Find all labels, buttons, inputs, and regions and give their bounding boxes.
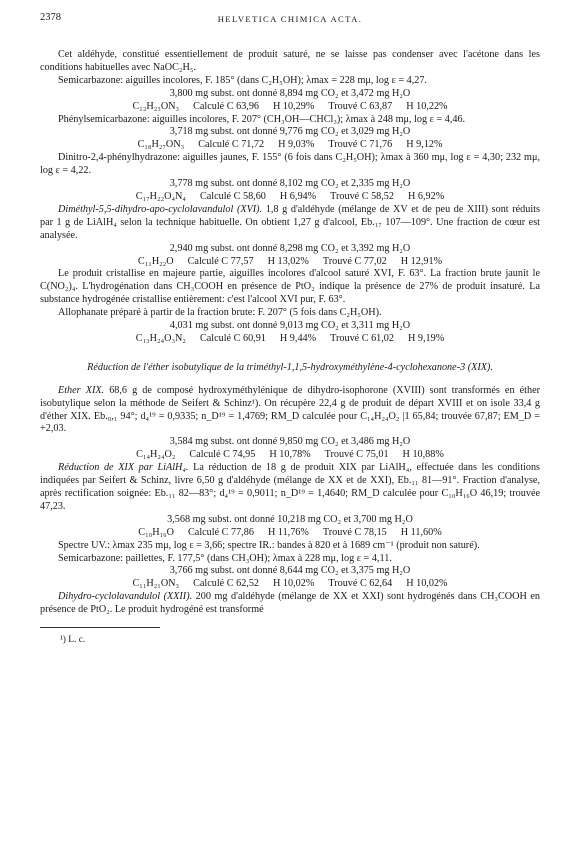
formula-line: C₁₁H₂₁ON₃ Calculé C 62,52 H 10,02% Trouvé C 62,64 H 10,02% [132,578,448,590]
combustion-analysis: 3,800 mg subst. ont donné 8,894 mg CO₂ et 3,472 mg H₂O [169,87,411,99]
paragraph: Ether XIX. 68,6 g de composé hydroxyméthylénique de dihydro-isophorone (XVIII) sont transformés en éther isobutylique selon la méthode de Seifert & Schinz¹). On récupère 22,4 g de produit de départ XVIII et on isole 33,4 g d'éther XIX. Eb.₀,₁ 94°; d₄¹⁹ = 0,9335; n_D¹⁹ = 1,4769; RM_D calculée pour C₁₄H₂₄O₂ |1 65,84; trouvée 67,87; EM_D = +2,03. [40,384,540,435]
formula: C₁₃H₂₄O₃N₂ [135,332,186,344]
paragraph: Phénylsemicarbazone: aiguilles incolores, F. 207° (CH₃OH—CHCl₃); λmax à 248 mμ, log ε = 4,46. [58,113,466,125]
formula: C₁₈H₂₇ON₃ [137,139,185,151]
run-in-title: Réduction de XIX par LiAlH₄. [58,462,189,474]
run-in-title: Diméthyl-5,5-dihydro-apo-cyclolavandulol (XVI). [58,203,263,215]
page-number: 2378 [40,12,61,23]
footnote: ¹) L. c. [60,635,86,646]
footnote-rule [40,627,160,628]
combustion-analysis: 3,778 mg subst. ont donné 8,102 mg CO₂ et 2,335 mg H₂O [169,178,411,190]
formula-line: C₁₇H₂₂O₄N₄ Calculé C 58,60 H 6,94% Trouvé C 58,52 H 6,92% [135,190,445,202]
formula: C₁₄H₂₄O₂ [136,449,176,461]
formula-line: C₁₈H₂₇ON₃ Calculé C 71,72 H 9,03% Trouvé C 71,76 H 9,12% [137,139,443,151]
combustion-analysis: 4,031 mg subst. ont donné 9,013 mg CO₂ et 3,311 mg H₂O [169,320,411,332]
journal-title: HELVETICA CHIMICA ACTA. [217,14,363,24]
formula-line: C₁₁H₂₂O Calculé C 77,57 H 13,02% Trouvé C 77,02 H 12,91% [137,255,443,267]
formula-line: C₁₂H₂₃ON₃ Calculé C 63,96 H 10,29% Trouvé C 63,87 H 10,22% [132,100,448,112]
combustion-analysis: 3,718 mg subst. ont donné 9,776 mg CO₂ et 3,029 mg H₂O [169,126,411,138]
formula: C₁₁H₂₁ON₃ [132,578,180,590]
paragraph: Diméthyl-5,5-dihydro-apo-cyclolavandulol (XVI). 1,8 g d'aldéhyde (mélange de XV et de peu de XIII) sont réduits par 1 g de LiAlH₄ selon la technique habituelle. On obtient 1,27 g d'alcool, Eb.₁₇ 107—109°. Une fraction de cœur est analysée. [40,203,540,241]
paragraph: Le produit cristallise en majeure partie, aiguilles incolores d'alcool saturé XVI, F. 63°. La fraction brute jaunit le C(NO₂)₄. L'hydrogénation dans CH₃COOH en présence de PtO₂ indique la présence de 27% de produit insaturé. La substance hydrogénée cristallise entièrement: c'est l'alcool XVI pur, F. 63°. [40,268,540,306]
combustion-analysis: 3,584 mg subst. ont donné 9,850 mg CO₂ et 3,486 mg H₂O [169,436,411,448]
paragraph: Semicarbazone: aiguilles incolores, F. 185° (dans C₂H₅OH); λmax = 228 mμ, log ε = 4,27. [58,74,427,86]
paragraph: Spectre UV.: λmax 235 mμ, log ε = 3,66; spectre IR.: bandes à 820 et à 1689 cm⁻¹ (produit non saturé). [58,539,480,551]
combustion-analysis: 2,940 mg subst. ont donné 8,298 mg CO₂ et 3,392 mg H₂O [169,242,411,254]
formula: C₁₇H₂₂O₄N₄ [135,190,186,202]
run-in-title: Ether XIX. [58,384,105,396]
formula: C₁₁H₂₂O [137,255,174,267]
paragraph: Semicarbazone: paillettes, F. 177,5° (dans CH₃OH); λmax à 228 mμ, log ε = 4,11. [58,552,392,564]
formula-line: C₁₄H₂₄O₂ Calculé C 74,95 H 10,78% Trouvé C 75,01 H 10,88% [136,449,444,461]
paragraph: Dinitro-2,4-phénylhydrazone: aiguilles jaunes, F. 155° (6 fois dans C₂H₅OH); λmax à 360 mμ, log ε = 4,30; 232 mμ, log ε = 4,22. [40,152,540,177]
running-header [40,12,540,27]
formula-line: C₁₃H₂₄O₃N₂ Calculé C 60,91 H 9,44% Trouvé C 61,02 H 9,19% [135,332,445,344]
section-heading: Réduction de l'éther isobutylique de la triméthyl-1,1,5-hydroxyméthylène-4-cyclohexanone-3 (XIX). [87,361,493,373]
formula: C₁₀H₁₆O [138,526,175,538]
paragraph: Dihydro-cyclolavandulol (XXII). 200 mg d'aldéhyde (mélange de XX et XXI) sont hydrogénés dans CH₃COOH en présence de PtO₂. Le produit hydrogéné est transformé [40,591,540,616]
paragraph: Cet aldéhyde, constitué essentiellement de produit saturé, ne se laisse pas condenser avec l'acétone dans les conditions habituelles avec NaOC₂H₅. [40,49,540,73]
combustion-analysis: 3,568 mg subst. ont donné 10,218 mg CO₂ et 3,700 mg H₂O [167,513,413,525]
paragraph: Réduction de XIX par LiAlH₄. La réduction de 18 g de produit XIX par LiAlH₄, effectuée dans les conditions indiquées par Seifert & Schinz, livre 6,50 g d'aldéhyde (mélange de XX et de XXI), Eb.₁₁ 81—91°. Fraction d'analyse, après rectification soignée: Eb.₁₁ 82—83°; d₄¹⁹ = 0,9011; n_D¹⁹ = 1,4640; RM_D calculée pour C₁₀H₁₆O 46,19; trouvée 47,23. [40,462,541,512]
formula-line: C₁₀H₁₆O Calculé C 77,86 H 11,76% Trouvé C 78,15 H 11,60% [138,526,442,538]
run-in-title: Dihydro-cyclolavandulol (XXII). [58,591,193,603]
formula: C₁₂H₂₃ON₃ [132,100,180,112]
combustion-analysis: 3,766 mg subst. ont donné 8,644 mg CO₂ et 3,375 mg H₂O [169,565,411,577]
paragraph: Allophanate préparé à partir de la fraction brute: F. 207° (5 fois dans C₂H₅OH). [58,307,382,319]
